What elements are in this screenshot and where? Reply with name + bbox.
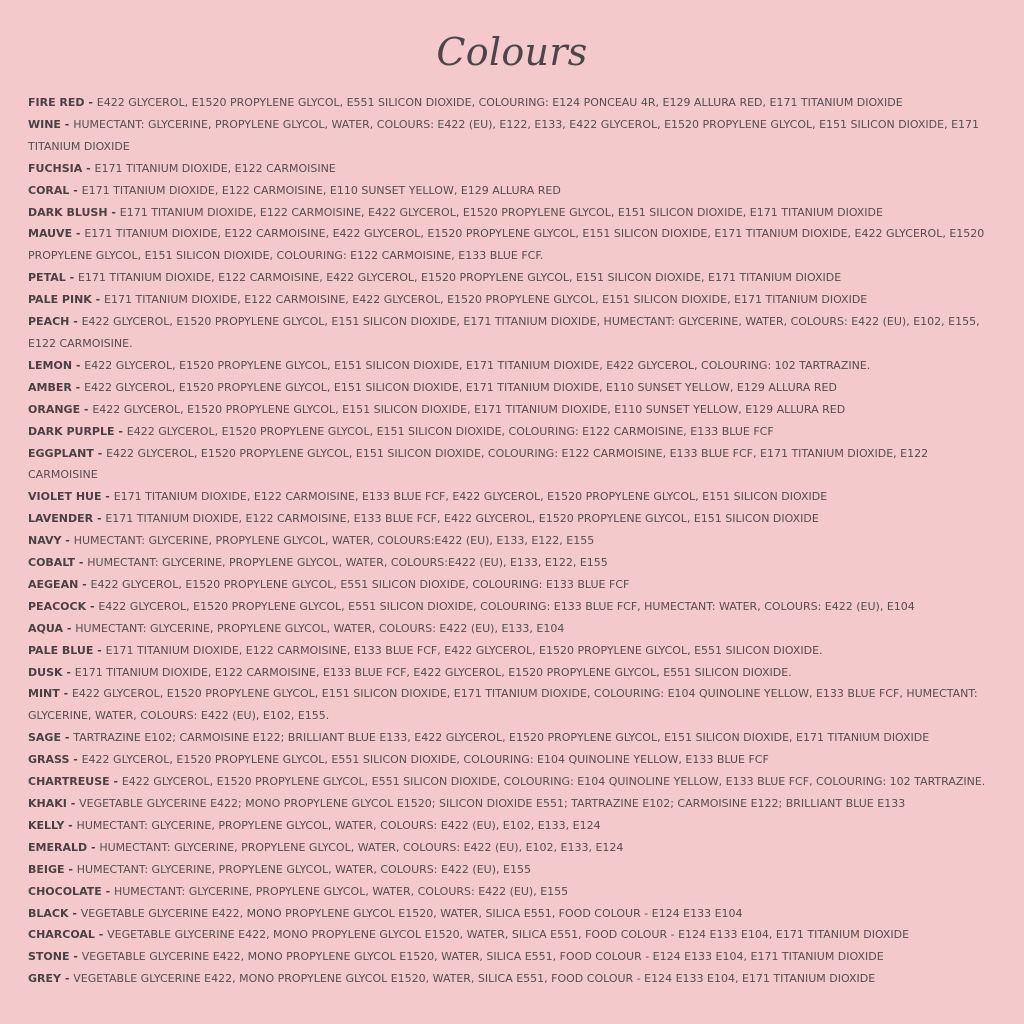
colour-ingredients: E422 GLYCEROL, E1520 PROPYLENE GLYCOL, E551 SILICON DIOXIDE, COLOURING: E133 BLUE FCF xyxy=(90,577,630,591)
colour-name-separator: - xyxy=(68,906,81,920)
colour-entry xyxy=(28,443,988,487)
colour-name-separator: - xyxy=(60,117,74,131)
colour-entry xyxy=(28,223,988,267)
colour-entry xyxy=(28,289,988,311)
colour-entry xyxy=(28,837,988,859)
colour-name-separator: - xyxy=(114,424,127,438)
colour-name: CORAL xyxy=(28,183,70,197)
colour-name-separator: - xyxy=(60,972,74,986)
colour-name: BLACK xyxy=(28,906,69,920)
colour-entry xyxy=(28,859,988,881)
colour-ingredients: E171 TITANIUM DIOXIDE, E122 CARMOISINE xyxy=(94,161,336,175)
colour-ingredients: E171 TITANIUM DIOXIDE, E122 CARMOISINE, E422 GLYCEROL, E1520 PROPYLENE GLYCOL, E151 SILICON DIOXIDE, E171 TITANIUM DIOXIDE xyxy=(104,293,868,307)
colour-name: GREY xyxy=(28,972,61,986)
colour-name: DARK BLUSH xyxy=(28,205,108,219)
colour-entry xyxy=(28,662,988,684)
colour-entry xyxy=(28,421,988,443)
colour-name: ORANGE xyxy=(28,402,81,416)
colour-ingredients: E422 GLYCEROL, E1520 PROPYLENE GLYCOL, E151 SILICON DIOXIDE, E171 TITANIUM DIOXIDE, E110 SUNSET YELLOW, E129 ALLURA RED xyxy=(84,380,837,394)
colour-entry xyxy=(28,640,988,662)
colour-entry xyxy=(28,793,988,815)
colour-entry xyxy=(28,355,988,377)
colour-ingredients: HUMECTANT: GLYCERINE, PROPYLENE GLYCOL, WATER, COLOURS: E422 (EU), E155 xyxy=(76,862,531,876)
colour-name: FUCHSIA xyxy=(28,161,83,175)
colour-name-separator: - xyxy=(87,840,100,854)
colour-name-separator: - xyxy=(93,446,107,460)
colour-ingredients: E422 GLYCEROL, E1520 PROPYLENE GLYCOL, E151 SILICON DIOXIDE, E171 TITANIUM DIOXIDE, E422 GLYCEROL, COLOURING: 102 TARTRAZINE. xyxy=(84,358,871,372)
colour-ingredients: VEGETABLE GLYCERINE E422; MONO PROPYLENE GLYCOL E1520; SILICON DIOXIDE E551; TARTRAZINE E102; CARMOISINE E122; BRILLIANT BLUE E133 xyxy=(79,797,906,810)
colour-ingredients: E171 TITANIUM DIOXIDE, E122 CARMOISINE, E422 GLYCEROL, E1520 PROPYLENE GLYCOL, E151 SILICON DIOXIDE, E171 TITANIUM DIOXIDE xyxy=(119,205,883,219)
colour-ingredients: VEGETABLE GLYCERINE E422, MONO PROPYLENE GLYCOL E1520, WATER, SILICA E551, FOOD COLOUR - E124 E133 E104, E171 TITANIUM DIOXIDE xyxy=(107,928,910,942)
colour-name-separator: - xyxy=(72,358,85,372)
colour-entry xyxy=(28,114,988,158)
colour-name-separator: - xyxy=(86,599,99,613)
colour-entry xyxy=(28,311,988,355)
colour-entry xyxy=(28,881,988,903)
colour-name-separator: - xyxy=(91,293,105,307)
colour-name: PEACH xyxy=(28,315,70,329)
colour-entry xyxy=(28,508,988,530)
colour-name: DARK PURPLE xyxy=(28,424,115,438)
colour-ingredients: HUMECTANT: GLYCERINE, PROPYLENE GLYCOL, WATER, COLOURS: E422 (EU), E155 xyxy=(113,884,569,898)
colour-name: KELLY xyxy=(28,818,65,832)
colour-name: BEIGE xyxy=(28,862,65,876)
colour-entry xyxy=(28,727,988,749)
colour-name: AQUA xyxy=(28,621,63,635)
colour-name-separator: - xyxy=(71,380,85,394)
colour-ingredients: E422 GLYCEROL, E1520 PROPYLENE GLYCOL, E551 SILICON DIOXIDE, COLOURING: E104 QUINOLINE YELLOW, E133 BLUE FCF, COLOURING: 102 TARTRAZINE. xyxy=(121,775,986,789)
colour-name: LAVENDER xyxy=(28,512,94,526)
colour-name: PETAL xyxy=(28,271,66,285)
colour-ingredients: E171 TITANIUM DIOXIDE, E122 CARMOISINE, E133 BLUE FCF, E422 GLYCEROL, E1520 PROPYLENE GLYCOL, E551 SILICON DIOXIDE. xyxy=(74,665,792,679)
colour-name-separator: - xyxy=(60,731,74,745)
colour-entry xyxy=(28,749,988,771)
colour-ingredients: E422 GLYCEROL, E1520 PROPYLENE GLYCOL, E551 SILICON DIOXIDE, COLOURING: E104 QUINOLINE YELLOW, E133 BLUE FCF xyxy=(81,753,769,767)
colour-ingredients: E422 GLYCEROL, E1520 PROPYLENE GLYCOL, E151 SILICON DIOXIDE, E171 TITANIUM DIOXIDE, E110 SUNSET YELLOW, E129 ALLURA RED xyxy=(92,402,846,416)
colour-name: VIOLET HUE xyxy=(28,490,102,504)
colour-name-separator: - xyxy=(69,950,82,964)
colour-entry xyxy=(28,92,988,114)
colour-entry xyxy=(28,202,988,224)
colour-ingredients: TARTRAZINE E102; CARMOISINE E122; BRILLIANT BLUE E133, E422 GLYCEROL, E1520 PROPYLENE GLYCOL, E151 SILICON DIOXIDE, E171 TITANIUM DIOXIDE xyxy=(73,731,930,745)
colour-ingredients: HUMECTANT: GLYCERINE, PROPYLENE GLYCOL, WATER, COLOURS:E422 (EU), E133, E122, E155 xyxy=(73,534,595,548)
colour-name: CHARTREUSE xyxy=(28,775,110,789)
colour-entry xyxy=(28,552,988,574)
colour-name-separator: - xyxy=(82,161,95,175)
colour-name: AEGEAN xyxy=(28,577,79,591)
colour-name-separator: - xyxy=(69,315,82,329)
colour-name: PALE BLUE xyxy=(28,643,94,657)
colour-ingredients: E422 GLYCEROL, E1520 PROPYLENE GLYCOL, E151 SILICON DIOXIDE, E171 TITANIUM DIOXIDE, HUMECTANT: GLYCERINE, WATER, COLOURS: E422 (EU), E102, E155, E122 CARMOISINE. xyxy=(28,315,980,350)
colour-name-separator: - xyxy=(59,687,72,701)
colour-name-separator: - xyxy=(69,753,82,767)
colour-entry xyxy=(28,596,988,618)
colour-entry xyxy=(28,486,988,508)
colour-name-separator: - xyxy=(66,797,80,810)
colour-name-separator: - xyxy=(84,96,97,109)
colour-name: MAUVE xyxy=(28,227,73,241)
colour-ingredients: VEGETABLE GLYCERINE E422, MONO PROPYLENE GLYCOL E1520, WATER, SILICA E551, FOOD COLOUR - E124 E133 E104, E171 TITANIUM DIOXIDE xyxy=(73,972,876,986)
colour-name: PALE PINK xyxy=(28,293,92,307)
colour-ingredients: E171 TITANIUM DIOXIDE, E122 CARMOISINE, E422 GLYCEROL, E1520 PROPYLENE GLYCOL, E151 SILICON DIOXIDE, E171 TITANIUM DIOXIDE xyxy=(77,271,842,285)
colour-name-separator: - xyxy=(101,884,114,898)
colour-ingredients: HUMECTANT: GLYCERINE, PROPYLENE GLYCOL, WATER, COLOURS:E422 (EU), E133, E122, E155 xyxy=(87,556,608,570)
colour-entry xyxy=(28,574,988,596)
colour-ingredients: E171 TITANIUM DIOXIDE, E122 CARMOISINE, E422 GLYCEROL, E1520 PROPYLENE GLYCOL, E151 SILICON DIOXIDE, E171 TITANIUM DIOXIDE, E422 GLYCEROL, E1520 PROPYLENE GLYCOL, E151 SILICON DIOXIDE, COLOURING: E122 CARMOISINE, E133 BLUE FCF. xyxy=(28,227,985,263)
colour-name-separator: - xyxy=(65,271,78,285)
colour-ingredients: HUMECTANT: GLYCERINE, PROPYLENE GLYCOL, WATER, COLOURS: E422 (EU), E122, E133, E422 GLYCEROL, E1520 PROPYLENE GLYCOL, E151 SILICON DIOXIDE, E171 TITANIUM DIOXIDE xyxy=(28,117,980,153)
colour-name: EMERALD xyxy=(28,840,88,854)
colour-ingredients: E422 GLYCEROL, E1520 PROPYLENE GLYCOL, E151 SILICON DIOXIDE, COLOURING: E122 CARMOISINE, E133 BLUE FCF xyxy=(126,424,774,438)
colour-name-separator: - xyxy=(109,775,122,789)
colour-name-separator: - xyxy=(69,183,82,197)
colour-ingredients: E422 GLYCEROL, E1520 PROPYLENE GLYCOL, E551 SILICON DIOXIDE, COLOURING: E124 PONCEAU 4R, E129 ALLURA RED, E171 TITANIUM DIOXIDE xyxy=(96,96,903,109)
colour-ingredients: E171 TITANIUM DIOXIDE, E122 CARMOISINE, E133 BLUE FCF, E422 GLYCEROL, E1520 PROPYLENE GLYCOL, E551 SILICON DIOXIDE. xyxy=(105,643,823,657)
colour-entry xyxy=(28,618,988,640)
colour-name: MINT xyxy=(28,687,60,701)
colour-name: AMBER xyxy=(28,380,72,394)
colour-name: DUSK xyxy=(28,665,63,679)
colour-name-separator: - xyxy=(101,490,114,504)
colour-ingredients: VEGETABLE GLYCERINE E422, MONO PROPYLENE GLYCOL E1520, WATER, SILICA E551, FOOD COLOUR - E124 E133 E104 xyxy=(80,906,743,920)
colour-name: SAGE xyxy=(28,731,61,745)
colour-entry xyxy=(28,158,988,180)
colour-name-separator: - xyxy=(72,227,85,241)
colour-ingredients: E171 TITANIUM DIOXIDE, E122 CARMOISINE, E110 SUNSET YELLOW, E129 ALLURA RED xyxy=(81,183,561,197)
colour-name-separator: - xyxy=(78,577,91,591)
colour-entry xyxy=(28,815,988,837)
colour-entry xyxy=(28,267,988,289)
colour-name: LEMON xyxy=(28,358,73,372)
colour-entry xyxy=(28,399,988,421)
colour-name-separator: - xyxy=(93,512,106,526)
colour-entry xyxy=(28,771,988,793)
colour-entry xyxy=(28,180,988,202)
colour-entry xyxy=(28,946,988,968)
colour-ingredients: HUMECTANT: GLYCERINE, PROPYLENE GLYCOL, WATER, COLOURS: E422 (EU), E102, E133, E124 xyxy=(99,840,624,854)
colour-name: PEACOCK xyxy=(28,599,87,613)
colour-entry xyxy=(28,530,988,552)
colour-name-separator: - xyxy=(62,621,76,635)
colour-name: STONE xyxy=(28,950,70,964)
colour-name-separator: - xyxy=(75,556,88,570)
colour-name: WINE xyxy=(28,117,61,131)
colour-name-separator: - xyxy=(80,402,93,416)
colour-ingredients: HUMECTANT: GLYCERINE, PROPYLENE GLYCOL, WATER, COLOURS: E422 (EU), E102, E133, E124 xyxy=(76,818,601,832)
colour-name: KHAKI xyxy=(28,797,67,810)
colour-ingredients: VEGETABLE GLYCERINE E422, MONO PROPYLENE GLYCOL E1520, WATER, SILICA E551, FOOD COLOUR - E124 E133 E104, E171 TITANIUM DIOXIDE xyxy=(81,950,884,964)
colour-name: GRASS xyxy=(28,753,70,767)
colour-ingredients: E422 GLYCEROL, E1520 PROPYLENE GLYCOL, E151 SILICON DIOXIDE, COLOURING: E122 CARMOISINE, E133 BLUE FCF, E171 TITANIUM DIOXIDE, E122 CARMOISINE xyxy=(28,446,929,482)
colour-entry xyxy=(28,968,988,990)
colour-name-separator: - xyxy=(61,534,74,548)
colour-name: NAVY xyxy=(28,534,62,548)
colour-name-separator: - xyxy=(64,818,77,832)
colour-ingredients: E422 GLYCEROL, E1520 PROPYLENE GLYCOL, E151 SILICON DIOXIDE, E171 TITANIUM DIOXIDE, COLOURING: E104 QUINOLINE YELLOW, E133 BLUE FCF, HUMECTANT: GLYCERINE, WATER, COLOURS: E422 (EU), E102, E155. xyxy=(28,687,978,723)
colour-name: CHARCOAL xyxy=(28,928,95,942)
colour-name-separator: - xyxy=(94,928,108,942)
page-title: Colours xyxy=(436,30,588,74)
colour-name-separator: - xyxy=(64,862,77,876)
colour-ingredient-list xyxy=(28,92,996,990)
colour-ingredients: E171 TITANIUM DIOXIDE, E122 CARMOISINE, E133 BLUE FCF, E422 GLYCEROL, E1520 PROPYLENE GLYCOL, E151 SILICON DIOXIDE xyxy=(113,490,828,504)
colour-ingredients: E171 TITANIUM DIOXIDE, E122 CARMOISINE, E133 BLUE FCF, E422 GLYCEROL, E1520 PROPYLENE GLYCOL, E151 SILICON DIOXIDE xyxy=(105,512,819,526)
colour-name: EGGPLANT xyxy=(28,446,94,460)
colour-name-separator: - xyxy=(93,643,106,657)
colour-entry xyxy=(28,924,988,946)
colour-name-separator: - xyxy=(62,665,75,679)
colour-name: FIRE RED xyxy=(28,96,85,109)
colour-name-separator: - xyxy=(107,205,120,219)
colour-entry xyxy=(28,903,988,925)
colour-name: CHOCOLATE xyxy=(28,884,102,898)
colour-ingredients: E422 GLYCEROL, E1520 PROPYLENE GLYCOL, E551 SILICON DIOXIDE, COLOURING: E133 BLUE FCF, HUMECTANT: WATER, COLOURS: E422 (EU), E104 xyxy=(98,599,915,613)
colour-entry xyxy=(28,377,988,399)
colour-entry xyxy=(28,683,988,727)
colour-name: COBALT xyxy=(28,556,76,570)
colour-ingredients: HUMECTANT: GLYCERINE, PROPYLENE GLYCOL, WATER, COLOURS: E422 (EU), E133, E104 xyxy=(75,621,565,635)
